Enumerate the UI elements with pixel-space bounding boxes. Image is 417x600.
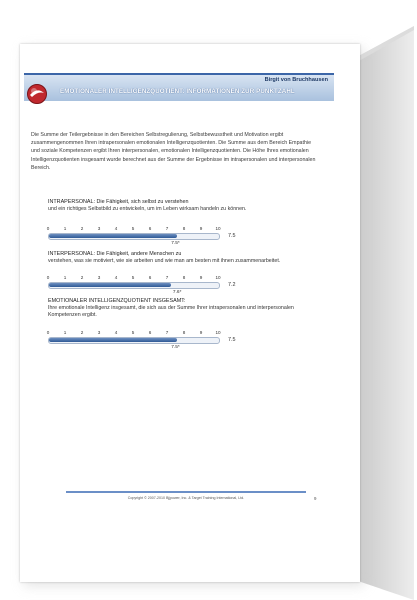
tick-label: 9 xyxy=(199,226,203,231)
tick-label: 3 xyxy=(97,226,101,231)
section-description: verstehen, was sie motiviert, wie sie arbeiten und wie man am besten mit ihnen zusammenarbeitet. xyxy=(48,258,281,265)
tick-label: 4 xyxy=(114,226,118,231)
section-title: EMOTIONALER INTELLIGENZQUOTIENT INSGESAMT: xyxy=(48,298,186,304)
score-scale xyxy=(46,275,221,297)
score-scale xyxy=(46,330,221,352)
tick-label: 7 xyxy=(165,226,169,231)
section-title: INTERPERSONAL: Die Fähigkeit, andere Menschen zu xyxy=(48,251,182,257)
tick-label: 6 xyxy=(148,275,152,280)
footer-copyright: Copyright © 2007-2010 Bjjpower, Inc. & Target Training International, Ltd. xyxy=(127,496,245,500)
tick-label: 3 xyxy=(97,275,101,280)
score-value: 7.2 xyxy=(228,282,236,288)
tick-label: 2 xyxy=(80,330,84,335)
score-bar-fill xyxy=(49,234,177,238)
tick-label: 8 xyxy=(182,275,186,280)
tick-label: 5 xyxy=(131,330,135,335)
mean-marker-label: 7.5* xyxy=(171,345,180,350)
page-title: EMOTIONALER INTELLIGENZQUOTIENT: INFORMATIONEN ZUR PUNKTZAHL xyxy=(60,88,295,95)
score-scale xyxy=(46,226,221,248)
score-bar-fill xyxy=(49,283,171,287)
intro-paragraph: Die Summe der Teilergebnisse in den Bereichen Selbstregulierung, Selbstbewusstheit und Motivation ergibt zusammengenommen Ihren intrapersonalen emotionalen Intelligenzquotienten. Die Summe aus dem Bereich Empathie und soziale Kompetenzen ergibt Ihren interpersonalen, emotionalen Intelligenzquotienten. Die Höhe Ihres emotionalen Intelligenzquotienten insgesamt wurde berechnet aus der Summe der Ergebnisse im intrapersonalen und interpersonalen Bereich. xyxy=(31,132,316,171)
tick-label: 0 xyxy=(46,275,50,280)
footer-divider xyxy=(66,491,306,493)
tick-label: 1 xyxy=(63,275,67,280)
tick-label: 9 xyxy=(199,330,203,335)
section-total-eq xyxy=(48,298,308,320)
section-intrapersonal xyxy=(48,199,308,213)
tick-label: 1 xyxy=(63,330,67,335)
logo-icon xyxy=(26,83,48,105)
header-bar xyxy=(24,73,334,101)
page-number: 9 xyxy=(314,496,317,501)
tick-label: 6 xyxy=(148,330,152,335)
tick-label: 10 xyxy=(215,226,221,231)
section-description: und ein richtiges Selbstbild zu entwickeln, um im Leben wirksam handeln zu können. xyxy=(48,206,247,213)
author-name: Birgit von Bruchhausen xyxy=(264,77,328,83)
tick-label: 9 xyxy=(199,275,203,280)
tick-label: 7 xyxy=(165,330,169,335)
tick-label: 2 xyxy=(80,275,84,280)
tick-label: 8 xyxy=(182,226,186,231)
tick-label: 6 xyxy=(148,226,152,231)
score-bar-fill xyxy=(49,338,177,342)
tick-label: 5 xyxy=(131,275,135,280)
section-title: INTRAPERSONAL: Die Fähigkeit, sich selbst zu verstehen xyxy=(48,199,189,205)
tick-label: 7 xyxy=(165,275,169,280)
mean-marker-label: 7.5* xyxy=(171,241,180,246)
tick-label: 0 xyxy=(46,330,50,335)
section-description: Ihre emotionale Intelligenz insgesamt, die sich aus der Summe Ihrer intrapersonalen und interpersonalen Kompetenzen ergibt. xyxy=(48,305,294,319)
tick-label: 2 xyxy=(80,226,84,231)
section-interpersonal xyxy=(48,251,308,265)
tick-label: 4 xyxy=(114,330,118,335)
tick-label: 1 xyxy=(63,226,67,231)
tick-label: 5 xyxy=(131,226,135,231)
tick-label: 10 xyxy=(215,275,221,280)
score-value: 7.5 xyxy=(228,337,236,343)
tick-label: 10 xyxy=(215,330,221,335)
mean-marker-label: 7.6* xyxy=(172,290,182,295)
tick-label: 3 xyxy=(97,330,101,335)
tick-label: 0 xyxy=(46,226,50,231)
tick-label: 8 xyxy=(182,330,186,335)
tick-label: 4 xyxy=(114,275,118,280)
score-value: 7.5 xyxy=(228,233,236,239)
